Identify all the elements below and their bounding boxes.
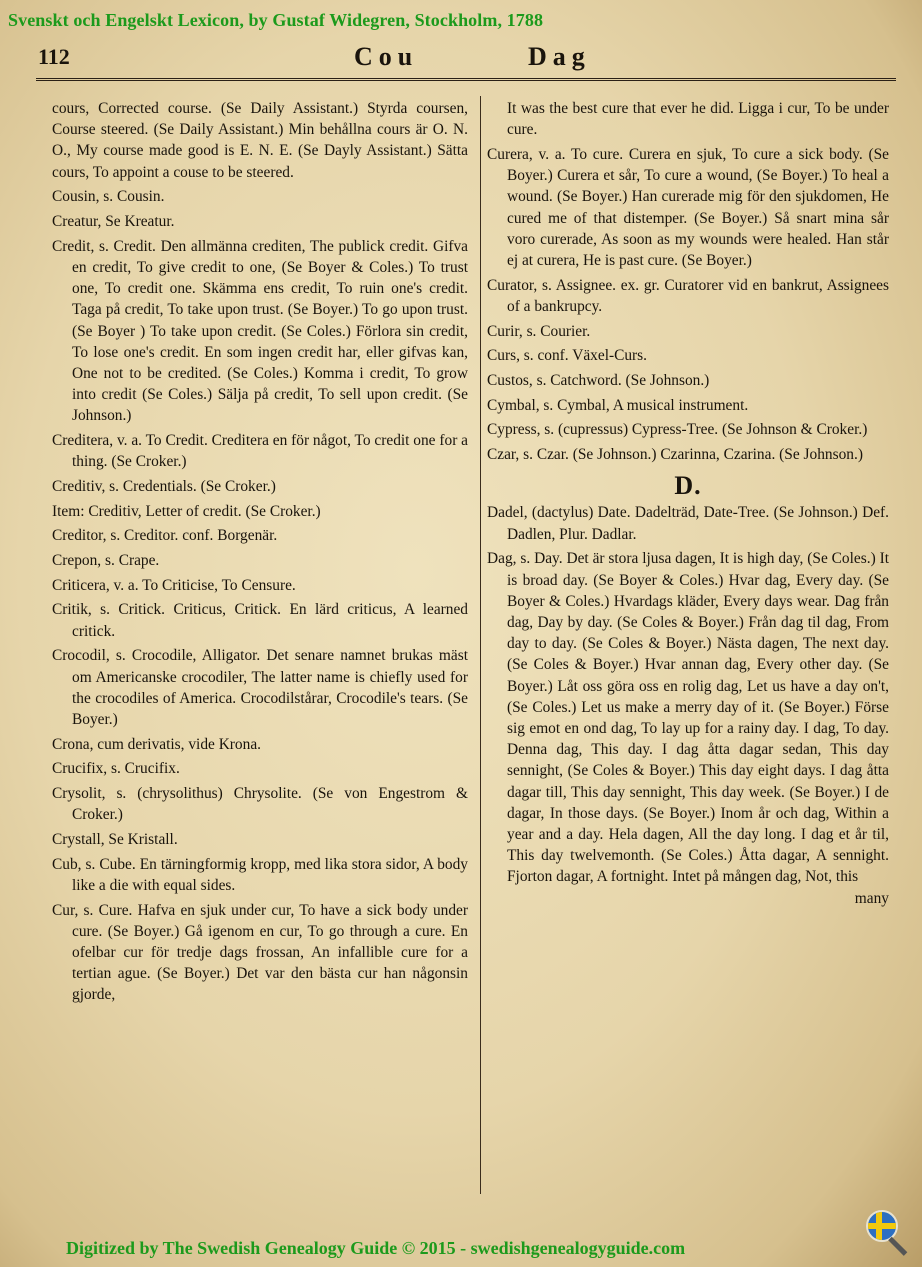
dictionary-entry: Dadel, (dactylus) Date. Dadelträd, Date-Tree. (Se Johnson.) Def. Dadlen, Plur. Dadlar. [487, 504, 889, 543]
dictionary-entry: Creatur, Se Kreatur. [52, 213, 175, 231]
dictionary-entry: Custos, s. Catchword. (Se Johnson.) [487, 371, 710, 389]
dictionary-entry: Critik, s. Critick. Criticus, Critick. En lärd criticus, A learned critick. [52, 601, 468, 640]
dictionary-entry: Cousin, s. Cousin. [52, 188, 165, 206]
dictionary-entry: Cur, s. Cure. Hafva en sjuk under cur, To have a sick body under cure. (Se Boyer.) Gå igenom en cur, To go through a cure. En ofelbar cur för tredje dags frossan, An infallible cure for a tertian ague. (Se Boyer.) Det var den bästa cur han någonsin gjorde, [52, 901, 468, 1004]
right-column [487, 98, 889, 909]
dictionary-entry: Czar, s. Czar. (Se Johnson.) Czarinna, Czarina. (Se Johnson.) [487, 446, 863, 464]
page-number: 112 [38, 44, 70, 69]
dictionary-entry: cours, Corrected course. (Se Daily Assistant.) Styrda coursen, Course steered. (Se Daily Assistant.) Min behållna cours är O. N. O., My course made good is E. N. E. (Se Dayly Assistant.) Sätta cours, To appoint a couse to be steered. [52, 100, 468, 181]
dictionary-entry: Crystall, Se Kristall. [52, 831, 178, 848]
running-headword-right: Dag [528, 42, 591, 71]
digitization-banner: Svenskt och Engelskt Lexicon, by Gustaf Widegren, Stockholm, 1788 [8, 10, 544, 30]
dictionary-entry: Dag, s. Day. Det är stora ljusa dagen, It is high day, (Se Coles.) It is broad day. (Se Boyer & Coles.) Hvar dag, Every day. (Se Boyer & Coles.) Hvardags kläder, Every days wear. Dag från dag, Day by day. (Se Coles & Boyer.) Från dag til dag, From day to day. (Se Coles & Boyer.) Nästa dagen, The next day. (Se Coles & Boyer.) Hvar annan dag, Every other day. (Se Boyer.) Låt oss göra oss en rolig dag, Let us have a day on't, (Se Coles.) Let us make a merry day of it. (Se Boyer.) Förse sig emot en ond dag, To lay up for a rainy day. I dag, To day. Denna dag, This day. I dag åtta dagar sedan, This day sennight, (Se Coles & Boyer.) This day eight days. I dag åtta dagar till, This day sennight, This day week. (Se Boyer.) I de dagar, In those days. (Se Boyer.) Inom år och dag, Within a year and a day. Hela dagen, All the day long. I dag et år til, This day twelvemonth. (Se Coles.) Åtta dagar, A sennight. Fjorton dagar, A fortnight. Intet på mången dag, Not, this [487, 550, 889, 886]
dictionary-entry: Curera, v. a. To cure. Curera en sjuk, To cure a sick body. (Se Boyer.) Curera et sår, To cure a wound, (Se Boyer.) To heal a wound. (Se Boyer.) Han curerade mig för den sjukdomen, He cured me of that distemper. (Se Boyer.) Så snart mina sår voro curerade, As soon as my wounds were healed. Han står ej at curera, He is past cure. (Se Boyer.) [487, 145, 889, 269]
page-header [36, 38, 896, 76]
column-divider [480, 96, 481, 1194]
dictionary-entry: Crysolit, s. (chrysolithus) Chrysolite. (Se von Engestrom & Croker.) [52, 785, 468, 824]
running-headword-left: Cou [354, 42, 419, 71]
digitization-footer: Digitized by The Swedish Genealogy Guide © 2015 - swedishgenealogyguide.com [66, 1238, 686, 1258]
dictionary-entry: Creditiv, s. Credentials. (Se Croker.) [52, 477, 276, 495]
dictionary-entry: Cypress, s. (cupressus) Cypress-Tree. (Se Johnson & Croker.) [487, 421, 868, 439]
dictionary-entry: Crepon, s. Crape. [52, 552, 160, 570]
dictionary-entry: Criticera, v. a. To Criticise, To Censure. [52, 576, 296, 594]
dictionary-entry: Credit, s. Credit. Den allmänna crediten, The publick credit. Gifva en credit, To give credit to one, (Se Boyer & Coles.) To trust one, To credit one. Skämma ens credit, To ruin one's credit. Taga på credit, To take upon trust. (Se Boyer.) To go upon trust. (Se Boyer ) To take upon credit. (Se Coles.) Förlora sin credit, To lose one's credit. En som ingen credit har, eller gifvas kan, One not to be credited. (Se Coles.) Komma i credit, To grow into credit (Se Coles.) Sälja på credit, To sell upon credit. (Se Johnson.) [52, 237, 468, 425]
dictionary-entry: It was the best cure that ever he did. Ligga i cur, To be under cure. [507, 100, 889, 139]
dictionary-entry: Cymbal, s. Cymbal, A musical instrument. [487, 396, 749, 414]
dictionary-entry: Crona, cum derivatis, vide Krona. [52, 735, 261, 753]
dictionary-entry: Creditor, s. Creditor. conf. Borgenär. [52, 527, 278, 545]
dictionary-entry: Crucifix, s. Crucifix. [52, 760, 180, 778]
dictionary-entry: Crocodil, s. Crocodile, Alligator. Det senare namnet brukas mäst om Americanske crocodiler, The latter name is chiefly used for the crocodiles of America. Crocodilstårar, Crocodile's tears. (Se Boyer.) [52, 647, 468, 728]
header-rule [36, 78, 896, 81]
left-column [52, 98, 468, 1009]
dictionary-entry: Creditera, v. a. To Credit. Creditera en för något, To credit one for a thing. (Se Croker.) [52, 432, 468, 471]
dictionary-entry: Item: Creditiv, Letter of credit. (Se Croker.) [52, 502, 321, 520]
magnifier-handle-icon [888, 1237, 907, 1256]
dictionary-entry: Curs, s. conf. Växel-Curs. [487, 347, 648, 365]
catchword: many [854, 890, 889, 908]
dictionary-entry: Cub, s. Cube. En tärningformig kropp, med lika stora sidor, A body like a die with equal sides. [52, 855, 468, 894]
dictionary-entry: Curator, s. Assignee. ex. gr. Curatorer vid en bankrut, Assignees of a bankrupcy. [487, 276, 889, 315]
dictionary-entry: Curir, s. Courier. [487, 322, 591, 340]
section-letter: D. [674, 471, 702, 501]
